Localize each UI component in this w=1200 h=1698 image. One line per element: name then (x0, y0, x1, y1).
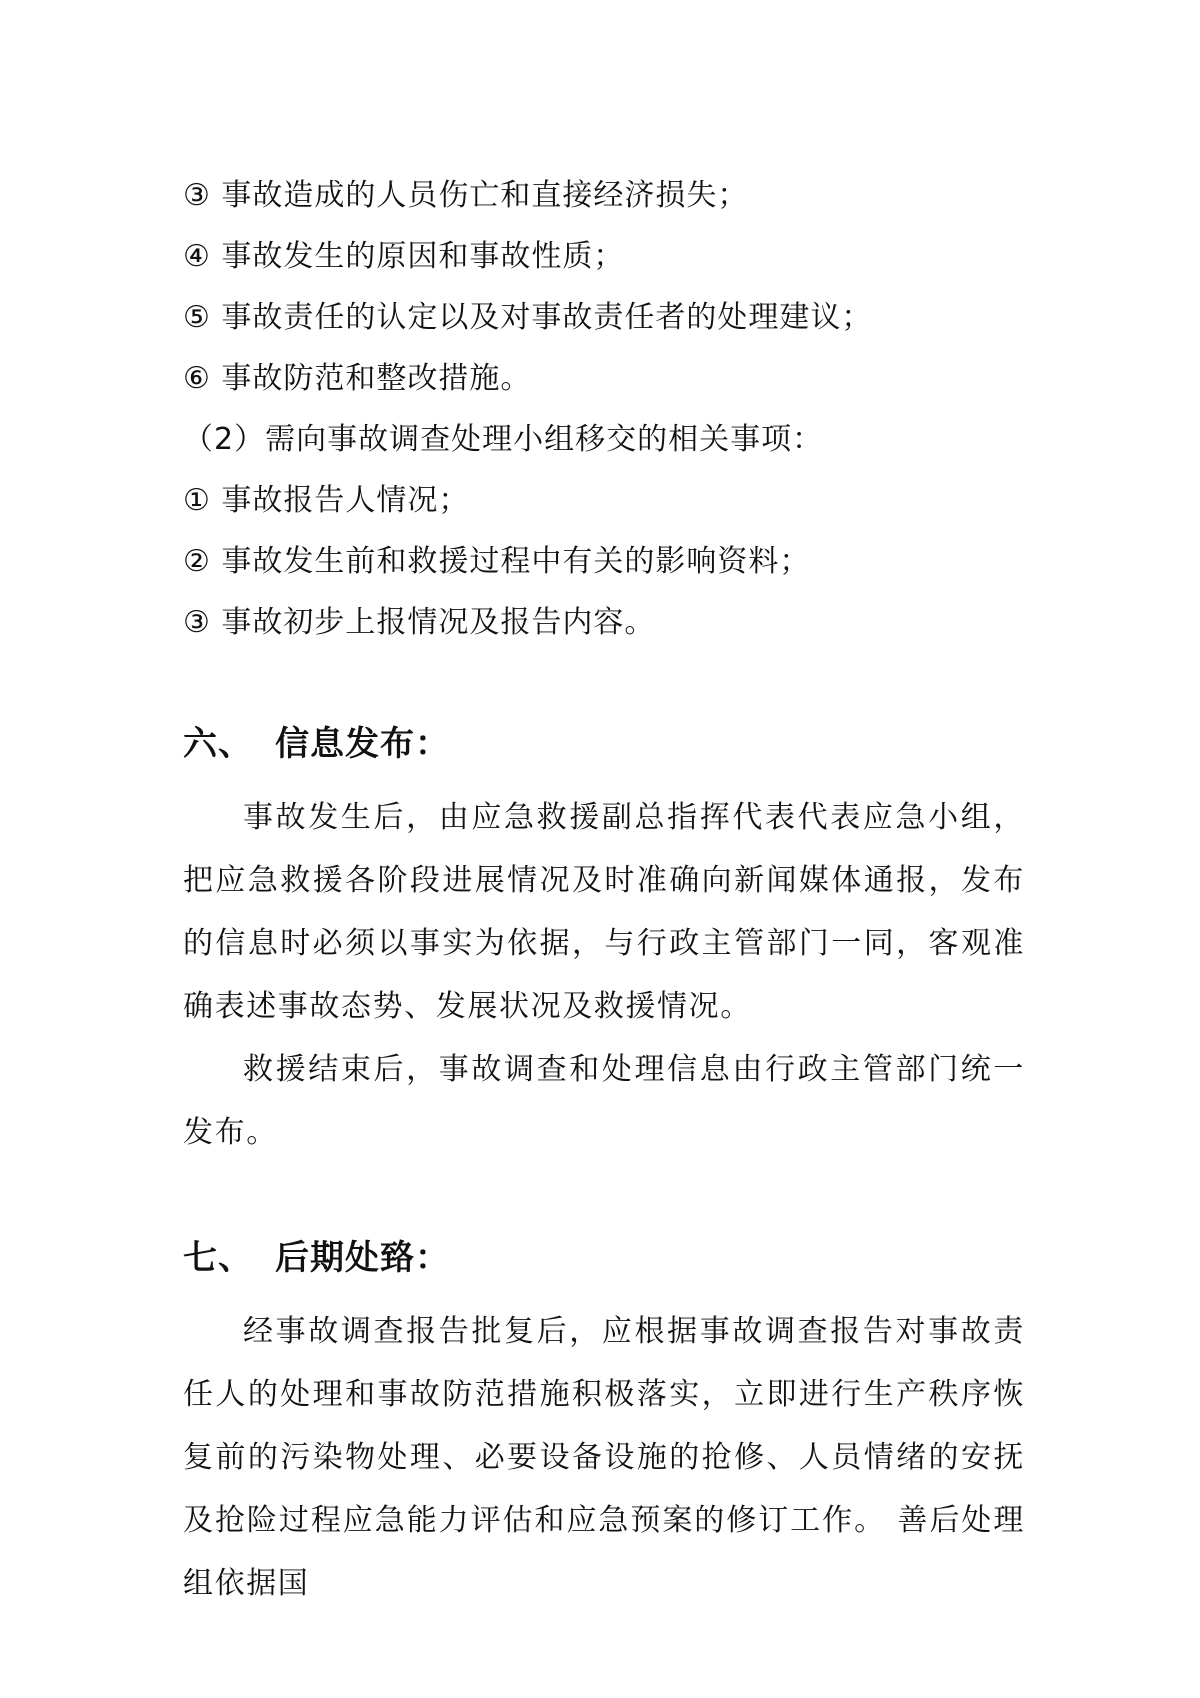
section-title: 后期处臵： (275, 1238, 450, 1278)
list-item: ① 事故报告人情况； (183, 483, 470, 518)
list-item: ④ 事故发生的原因和事故性质； (183, 239, 625, 274)
body-paragraph: 救援结束后，事故调查和处理信息由行政主管部门统一发布。 (183, 1052, 1025, 1150)
list-item: ② 事故发生前和救援过程中有关的影响资料； (183, 544, 811, 579)
list-item: ③ 事故造成的人员伤亡和直接经济损失； (183, 178, 749, 213)
section-number: 六、 (183, 724, 253, 764)
body-paragraph: 事故发生后，由应急救援副总指挥代表代表应急小组，把应急救援各阶段进展情况及时准确向新闻媒体通报，发布的信息时必须以事实为依据，与行政主管部门一同，客观准确表述事故态势、发展状况及救援情况。 (183, 800, 1025, 1024)
body-paragraph: 经事故调查报告批复后，应根据事故调查报告对事故责任人的处理和事故防范措施积极落实，立即进行生产秩序恢复前的污染物处理、必要设备设施的抢修、人员情绪的安抚及抢险过程应急能力评估和应急预案的修订工作。 善后处理组依据国 (183, 1314, 1025, 1601)
section-heading-6 (183, 722, 450, 766)
section-title: 信息发布： (275, 724, 450, 764)
section-heading-7 (183, 1236, 450, 1280)
subsection-heading: （2）需向事故调查处理小组移交的相关事项： (183, 422, 824, 457)
list-item: ③ 事故初步上报情况及报告内容。 (183, 605, 656, 640)
list-item: ⑥ 事故防范和整改措施。 (183, 361, 532, 396)
section-number: 七、 (183, 1238, 253, 1278)
list-item: ⑤ 事故责任的认定以及对事故责任者的处理建议； (183, 300, 873, 335)
